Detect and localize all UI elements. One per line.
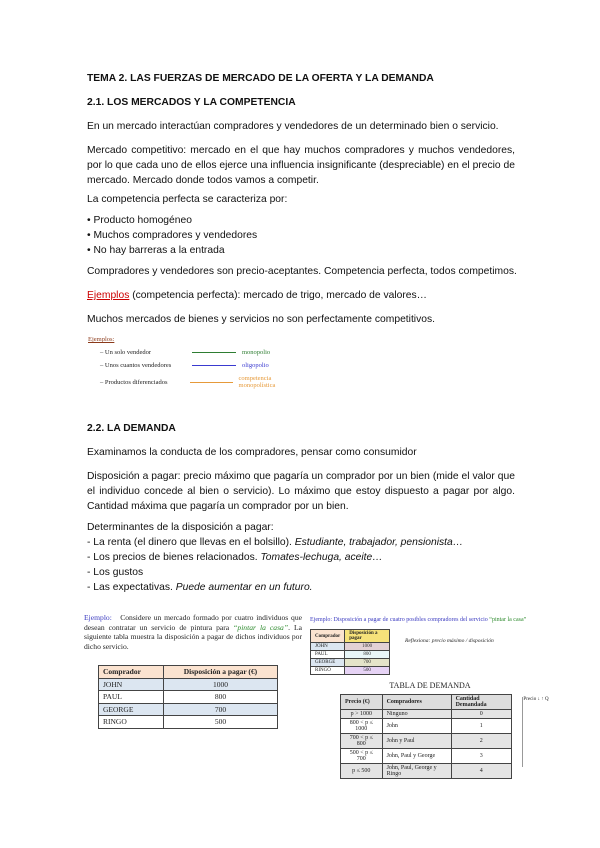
table-row: [99, 691, 278, 704]
mini-table: [310, 629, 390, 675]
list-item: [87, 535, 515, 550]
buyer-cell: PAUL: [99, 691, 164, 704]
buyer-cell: GEORGE: [311, 659, 345, 667]
value-cell: 1000: [345, 643, 390, 651]
table-row: [341, 719, 512, 734]
quantity-cell: 3: [451, 749, 511, 764]
value-cell: 800: [163, 691, 277, 704]
buyer-cell: JOHN: [311, 643, 345, 651]
buyers-cell: John y Paul: [382, 734, 451, 749]
column-header: Comprador: [311, 630, 345, 643]
paragraph: Muchos mercados de bienes y servicios no son perfectamente competitivos.: [87, 314, 435, 325]
section-heading: 2.2. LA DEMANDA: [87, 423, 176, 434]
list-item: [87, 580, 515, 595]
value-cell: 500: [163, 716, 277, 729]
item-text: - Los precios de bienes relacionados.: [87, 552, 261, 563]
document-title: TEMA 2. LAS FUERZAS DE MERCADO DE LA OFERTA Y LA DEMANDA: [87, 73, 434, 84]
column-header: Compradores: [382, 695, 451, 710]
value-cell: 1000: [163, 678, 277, 691]
buyers-cell: John: [382, 719, 451, 734]
market-type-row: [100, 375, 308, 389]
column-header: Precio (€): [341, 695, 383, 710]
paragraph: Mercado competitivo: mercado en el que hay muchos compradores y muchos vendedores, por lo que cada uno de ellos ejerce una influencia insignificante (despreciable) en el precio de mercado. Mercado donde todos vamos a competir.: [87, 145, 515, 186]
price-cell: p > 1000: [341, 710, 383, 719]
value-cell: 700: [163, 703, 277, 716]
price-cell: 700 < p ≤ 800: [341, 734, 383, 749]
paragraph: Disposición a pagar: precio máximo que pagaría un comprador por un bien (mide el valor que el individuo concede al bien o servicio). Lo máximo que estoy dispuesto a pagar por algo. Cantidad máxima que pagaría un comprador por un bien.: [87, 471, 515, 512]
figure-note: Reflexiona: precio máximo / disposición: [405, 638, 494, 644]
table-row: [341, 734, 512, 749]
price-cell: 800 < p ≤ 1000: [341, 719, 383, 734]
paragraph: La competencia perfecta se caracteriza por:: [87, 194, 288, 205]
demand-figure: [310, 617, 550, 779]
item-text: - Las expectativas.: [87, 582, 176, 593]
column-header: Cantidad Demandada: [451, 695, 511, 710]
bullet: • Muchos compradores y vendedores: [87, 230, 258, 241]
table-row: [311, 659, 390, 667]
buyer-cell: RINGO: [99, 716, 164, 729]
table-title: TABLA DE DEMANDA: [389, 681, 471, 690]
market-condition: – Unos cuantos vendedores: [100, 362, 172, 369]
example-quote: “pintar la casa”: [233, 622, 289, 632]
table-row: [99, 716, 278, 729]
value-cell: 700: [345, 659, 390, 667]
market-types-figure: [88, 336, 308, 389]
examples-link[interactable]: Ejemplos: [87, 290, 130, 301]
price-cell: p ≤ 500: [341, 764, 383, 779]
market-structure: competencia monopolística: [238, 375, 276, 389]
buyers-cell: John, Paul y George: [382, 749, 451, 764]
value-cell: 500: [345, 667, 390, 675]
buyer-cell: JOHN: [99, 678, 164, 691]
item-example: Estudiante, trabajador, pensionista…: [294, 537, 464, 548]
paragraph: Examinamos la conducta de los compradores, pensar como consumidor: [87, 447, 417, 458]
table-row: [99, 678, 278, 691]
value-cell: 800: [345, 651, 390, 659]
market-structure: monopolio: [242, 349, 271, 356]
paragraph: En un mercado interactúan compradores y vendedores de un determinado bien o servicio.: [87, 121, 499, 132]
side-annotation: Precio ↓ ↑ Q: [522, 697, 549, 767]
table-row: [341, 764, 512, 779]
demand-table: [340, 694, 512, 779]
bullet: • No hay barreras a la entrada: [87, 245, 225, 256]
example-text: Considere un mercado formado por cuatro individuos que desean contratar un servicio de pintura para: [84, 613, 302, 632]
column-header: Comprador: [99, 666, 164, 679]
table-row: [311, 667, 390, 675]
example-figure: [84, 613, 302, 729]
list-item: [87, 565, 515, 580]
item-text: - La renta (el dinero que llevas en el bolsillo).: [87, 537, 295, 548]
paragraph: [87, 288, 515, 303]
buyer-cell: RINGO: [311, 667, 345, 675]
table-row: [311, 651, 390, 659]
arrow-icon: [190, 382, 233, 383]
table-row: [99, 703, 278, 716]
bullet: • Producto homogéneo: [87, 215, 192, 226]
market-condition: – Un solo vendedor: [100, 349, 152, 356]
table-row: [341, 710, 512, 719]
column-header: Disposición a pagar (€): [163, 666, 277, 679]
buyers-cell: Ninguno: [382, 710, 451, 719]
table-row: [341, 749, 512, 764]
buyer-cell: GEORGE: [99, 703, 164, 716]
market-type-row: [100, 349, 308, 356]
figure-caption: Ejemplo: Disposición a pagar de cuatro posibles compradores del servicio: [310, 617, 488, 623]
example-label: Ejemplo:: [84, 613, 112, 622]
market-structure: oligopolio: [242, 362, 269, 369]
paragraph: Compradores y vendedores son precio-aceptantes. Competencia perfecta, todos competimos.: [87, 266, 517, 277]
figure-title: Ejemplos:: [88, 336, 115, 343]
buyers-cell: John, Paul, George y Ringo: [382, 764, 451, 779]
column-header: Disposición a pagar: [345, 630, 390, 643]
buyer-cell: PAUL: [311, 651, 345, 659]
table-row: [311, 643, 390, 651]
example-text: . La siguiente tabla muestra la disposición a pagar de dichos individuos por dicho servicio.: [84, 622, 302, 651]
quantity-cell: 4: [451, 764, 511, 779]
quantity-cell: 2: [451, 734, 511, 749]
figure-quote: “pintar la casa”: [489, 617, 527, 623]
paragraph: Determinantes de la disposición a pagar:: [87, 522, 274, 533]
arrow-icon: [192, 352, 236, 353]
item-text: - Los gustos: [87, 567, 144, 578]
examples-text: (competencia perfecta): mercado de trigo, mercado de valores…: [129, 290, 427, 301]
willingness-table: [98, 665, 278, 729]
list-item: [87, 550, 515, 565]
section-heading: 2.1. LOS MERCADOS Y LA COMPETENCIA: [87, 97, 296, 108]
market-type-row: [100, 362, 308, 369]
market-condition: – Productos diferenciados: [100, 378, 168, 386]
item-example: Tomates-lechuga, aceite…: [260, 552, 383, 563]
quantity-cell: 0: [451, 710, 511, 719]
item-example: Puede aumentar en un futuro.: [175, 582, 313, 593]
price-cell: 500 < p ≤ 700: [341, 749, 383, 764]
quantity-cell: 1: [451, 719, 511, 734]
arrow-icon: [192, 365, 236, 366]
